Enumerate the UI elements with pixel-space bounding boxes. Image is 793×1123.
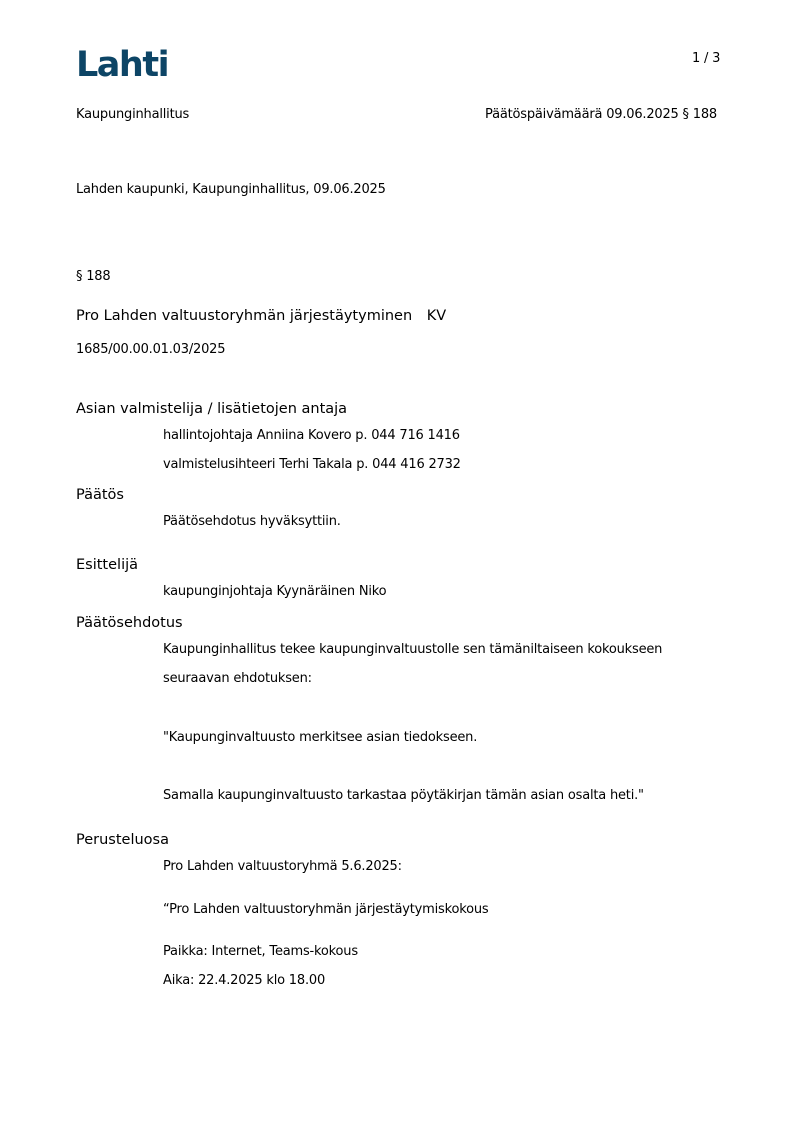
proposal-line-1: Kaupunginhallitus tekee kaupunginvaltuustolle sen tämäniltaiseen kokoukseen	[163, 642, 663, 657]
proposal-quote-2: Samalla kaupunginvaltuusto tarkastaa pöytäkirjan tämän asian osalta heti."	[163, 788, 644, 803]
decision-date: Päätöspäivämäärä 09.06.2025 § 188	[485, 107, 717, 122]
meeting-line: Lahden kaupunki, Kaupunginhallitus, 09.06.2025	[76, 182, 386, 197]
decision-text: Päätösehdotus hyväksyttiin.	[163, 514, 341, 529]
rationale-line-4: Aika: 22.4.2025 klo 18.00	[163, 973, 326, 988]
rationale-heading: Perusteluosa	[76, 832, 169, 848]
section-number: § 188	[76, 269, 111, 284]
decision-heading: Päätös	[76, 487, 124, 503]
record-number: 1685/00.00.01.03/2025	[76, 342, 226, 357]
rationale-line-2: “Pro Lahden valtuustoryhmän järjestäytymiskokous	[163, 902, 489, 917]
title-text: Pro Lahden valtuustoryhmän järjestäytyminen	[76, 308, 413, 324]
lahti-logo: Lahti	[76, 45, 169, 85]
page-number: 1 / 3	[692, 51, 721, 66]
proposal-line-2: seuraavan ehdotuksen:	[163, 671, 312, 686]
title-tag: KV	[426, 308, 447, 324]
page-title	[76, 308, 446, 324]
presenter-heading: Esittelijä	[76, 557, 139, 573]
proposal-quote-1: "Kaupunginvaltuusto merkitsee asian tiedokseen.	[163, 730, 478, 745]
preparer-heading: Asian valmistelija / lisätietojen antaja	[76, 401, 348, 417]
organ-name: Kaupunginhallitus	[76, 107, 190, 122]
rationale-line-1: Pro Lahden valtuustoryhmä 5.6.2025:	[163, 859, 402, 874]
presenter-text: kaupunginjohtaja Kyynäräinen Niko	[163, 584, 387, 599]
proposal-heading: Päätösehdotus	[76, 615, 183, 631]
preparer-line-2: valmistelusihteeri Terhi Takala p. 044 416 2732	[163, 457, 461, 472]
rationale-line-3: Paikka: Internet, Teams-kokous	[163, 944, 358, 959]
preparer-line-1: hallintojohtaja Anniina Kovero p. 044 716 1416	[163, 428, 460, 443]
